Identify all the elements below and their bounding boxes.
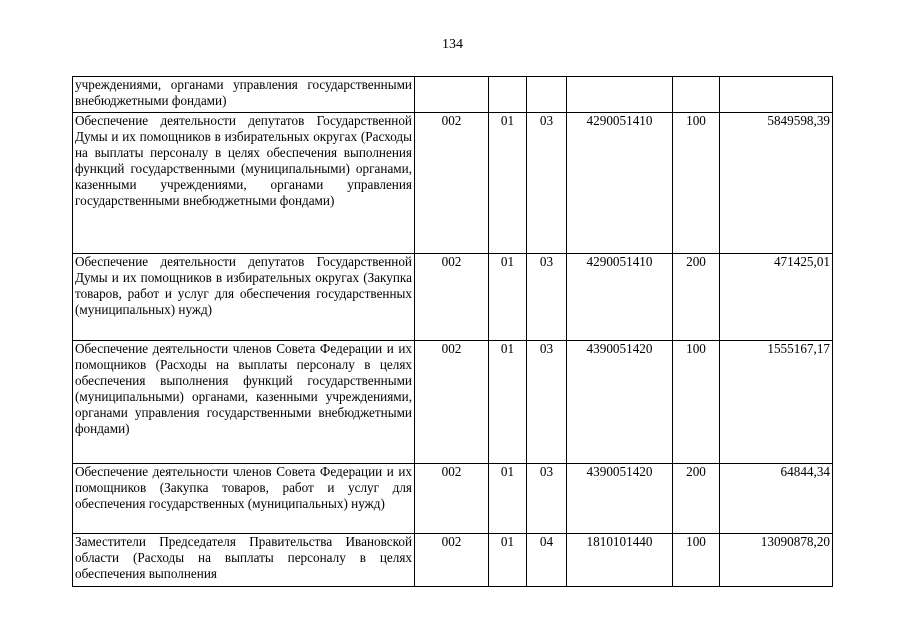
vr-code-cell bbox=[673, 254, 720, 341]
table-row bbox=[73, 254, 833, 341]
expense-name-cell bbox=[73, 77, 415, 113]
csr-code-cell bbox=[567, 341, 673, 464]
csr-code: 1810101440 bbox=[586, 534, 653, 549]
gr-code-cell bbox=[415, 77, 489, 113]
csr-code: 4290051410 bbox=[586, 113, 653, 128]
table-row bbox=[73, 77, 833, 113]
vr-code-cell bbox=[673, 464, 720, 534]
gr-code-cell bbox=[415, 534, 489, 587]
table-row bbox=[73, 341, 833, 464]
pr-code-cell bbox=[527, 464, 567, 534]
amount: 13090878,20 bbox=[760, 534, 830, 549]
vr-code: 200 bbox=[686, 464, 706, 479]
gr-code-cell bbox=[415, 464, 489, 534]
rz-code-cell bbox=[489, 341, 527, 464]
gr-code-cell bbox=[415, 341, 489, 464]
gr-code: 002 bbox=[441, 113, 462, 128]
amount-cell bbox=[720, 254, 833, 341]
page-number: 134 bbox=[442, 37, 463, 52]
rz-code: 01 bbox=[500, 534, 515, 549]
expense-name: учреждениями, органами управления государственными внебюджетными фондами) bbox=[75, 77, 412, 108]
rz-code: 01 bbox=[500, 254, 515, 269]
pr-code: 04 bbox=[539, 534, 554, 549]
amount: 64844,34 bbox=[780, 464, 830, 479]
gr-code: 002 bbox=[441, 341, 462, 356]
amount-cell bbox=[720, 534, 833, 587]
table-row bbox=[73, 464, 833, 534]
csr-code-cell bbox=[567, 77, 673, 113]
expense-name: Обеспечение деятельности членов Совета Федерации и их помощников (Расходы на выплаты персоналу в целях обеспечения выполнения функций государственными (муниципальными) органами, казенными учреждениями, органами управления государственными внебюджетными фондами) bbox=[75, 341, 412, 436]
pr-code: 03 bbox=[539, 113, 554, 128]
expense-name-cell bbox=[73, 464, 415, 534]
vr-code: 100 bbox=[686, 341, 706, 356]
amount-cell bbox=[720, 341, 833, 464]
expense-name: Обеспечение деятельности членов Совета Федерации и их помощников (Закупка товаров, работ и услуг для обеспечения государственных (муниципальных) нужд) bbox=[75, 464, 412, 511]
vr-code: 200 bbox=[686, 254, 706, 269]
rz-code-cell bbox=[489, 254, 527, 341]
amount: 5849598,39 bbox=[767, 113, 830, 128]
pr-code-cell bbox=[527, 113, 567, 254]
csr-code-cell bbox=[567, 464, 673, 534]
expense-name-cell bbox=[73, 113, 415, 254]
table-row bbox=[73, 113, 833, 254]
amount-cell bbox=[720, 77, 833, 113]
budget-table bbox=[72, 76, 833, 587]
vr-code-cell bbox=[673, 341, 720, 464]
expense-name: Обеспечение деятельности депутатов Государственной Думы и их помощников в избирательных округах (Закупка товаров, работ и услуг для обеспечения государственных (муниципальных) нужд) bbox=[75, 254, 412, 317]
vr-code: 100 bbox=[686, 534, 706, 549]
pr-code: 03 bbox=[539, 341, 554, 356]
expense-name: Заместители Председателя Правительства Ивановской области (Расходы на выплаты персоналу в целях обеспечения выполнения bbox=[75, 534, 412, 581]
csr-code-cell bbox=[567, 254, 673, 341]
csr-code-cell bbox=[567, 534, 673, 587]
expense-name-cell bbox=[73, 534, 415, 587]
csr-code: 4390051420 bbox=[586, 464, 653, 479]
pr-code-cell bbox=[527, 341, 567, 464]
amount: 471425,01 bbox=[773, 254, 830, 269]
rz-code: 01 bbox=[500, 341, 515, 356]
table-row bbox=[73, 534, 833, 587]
expense-name-cell bbox=[73, 341, 415, 464]
gr-code: 002 bbox=[441, 464, 462, 479]
pr-code-cell bbox=[527, 77, 567, 113]
rz-code-cell bbox=[489, 77, 527, 113]
gr-code: 002 bbox=[441, 254, 462, 269]
pr-code: 03 bbox=[539, 464, 554, 479]
csr-code: 4290051410 bbox=[586, 254, 653, 269]
rz-code-cell bbox=[489, 464, 527, 534]
vr-code-cell bbox=[673, 77, 720, 113]
vr-code-cell bbox=[673, 534, 720, 587]
pr-code-cell bbox=[527, 254, 567, 341]
expense-name: Обеспечение деятельности депутатов Государственной Думы и их помощников в избирательных округах (Расходы на выплаты персоналу в целях обеспечения выполнения функций государственными (муниципальными) органами, казенными учреждениями, органами управления государственными внебюджетными фондами) bbox=[75, 113, 412, 208]
rz-code: 01 bbox=[500, 464, 515, 479]
rz-code: 01 bbox=[500, 113, 515, 128]
csr-code: 4390051420 bbox=[586, 341, 653, 356]
csr-code-cell bbox=[567, 113, 673, 254]
rz-code-cell bbox=[489, 534, 527, 587]
gr-code-cell bbox=[415, 113, 489, 254]
pr-code: 03 bbox=[539, 254, 554, 269]
expense-name-cell bbox=[73, 254, 415, 341]
amount: 1555167,17 bbox=[767, 341, 830, 356]
rz-code-cell bbox=[489, 113, 527, 254]
pr-code-cell bbox=[527, 534, 567, 587]
amount-cell bbox=[720, 113, 833, 254]
vr-code-cell bbox=[673, 113, 720, 254]
amount-cell bbox=[720, 464, 833, 534]
gr-code: 002 bbox=[441, 534, 462, 549]
vr-code: 100 bbox=[686, 113, 706, 128]
gr-code-cell bbox=[415, 254, 489, 341]
